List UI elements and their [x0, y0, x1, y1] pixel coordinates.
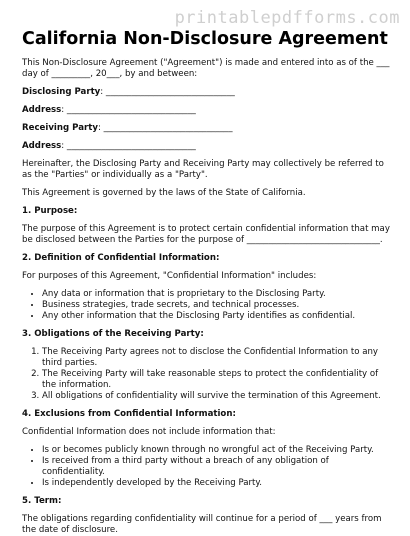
list-item: • Is or becomes publicly known through no wrongful act of the Receiving Party.: [42, 445, 390, 456]
hereinafter-paragraph: Hereinafter, the Disclosing Party and Receiving Party may collectively be referred to as the "Parties" or individually as a "Party".: [22, 159, 384, 180]
receiving-address-label: Address: [22, 141, 62, 151]
list-item: • Is received from a third party without a breach of any obligation of confidentiality.: [42, 456, 390, 478]
section-3-list: [22, 347, 390, 402]
disclosing-party-field: [22, 87, 390, 98]
receiving-party-blank: : ______________________________: [97, 123, 233, 133]
disclosing-party-blank: : ______________________________: [100, 87, 235, 97]
section-2-list: [22, 289, 390, 322]
list-item: 3. All obligations of confidentiality will survive the termination of this Agreement.: [42, 391, 390, 402]
section-4-list: [22, 445, 390, 489]
list-item: • Business strategies, trade secrets, and technical processes.: [42, 300, 390, 311]
section-2-text: For purposes of this Agreement, "Confidential Information" includes:: [22, 271, 317, 281]
section-1-text: The purpose of this Agreement is to protect certain confidential information that may be disclosed between the Parties for the purpose of _______________________________.: [22, 224, 390, 245]
receiving-party-field: [22, 123, 390, 134]
governing-law-paragraph: This Agreement is governed by the laws of the State of California.: [22, 188, 306, 198]
section-1-heading: 1. Purpose:: [22, 206, 78, 216]
receiving-address-blank: : ______________________________: [61, 141, 196, 151]
section-4-text: Confidential Information does not include information that:: [22, 427, 276, 437]
disclosing-party-label: Disclosing Party: [22, 87, 101, 97]
list-item: • Any other information that the Disclosing Party identifies as confidential.: [42, 311, 390, 322]
section-5-text: The obligations regarding confidentiality will continue for a period of ___ years from the date of disclosure.: [22, 514, 382, 535]
list-item: 1. The Receiving Party agrees not to disclose the Confidential Information to any third parties.: [42, 347, 390, 369]
section-2-heading: 2. Definition of Confidential Information:: [22, 253, 220, 263]
list-item: • Any data or information that is proprietary to the Disclosing Party.: [42, 289, 390, 300]
section-3-heading: 3. Obligations of the Receiving Party:: [22, 329, 204, 339]
watermark: printablepdfforms.com: [174, 8, 400, 28]
section-5-heading: 5. Term:: [22, 496, 62, 506]
document-title: California Non-Disclosure Agreement: [22, 29, 388, 49]
disclosing-address-field: [22, 105, 390, 116]
disclosing-address-label: Address: [22, 105, 62, 115]
list-item: • Is independently developed by the Receiving Party.: [42, 478, 390, 489]
receiving-address-field: [22, 141, 390, 152]
intro-paragraph: This Non-Disclosure Agreement ("Agreement") is made and entered into as of the ___ day of _________, 20___, by and between:: [22, 58, 390, 79]
section-4-heading: 4. Exclusions from Confidential Information:: [22, 409, 236, 419]
document-body: [22, 58, 390, 536]
disclosing-address-blank: : ______________________________: [61, 105, 196, 115]
receiving-party-label: Receiving Party: [22, 123, 98, 133]
list-item: 2. The Receiving Party will take reasonable steps to protect the confidentiality of the information.: [42, 369, 390, 391]
